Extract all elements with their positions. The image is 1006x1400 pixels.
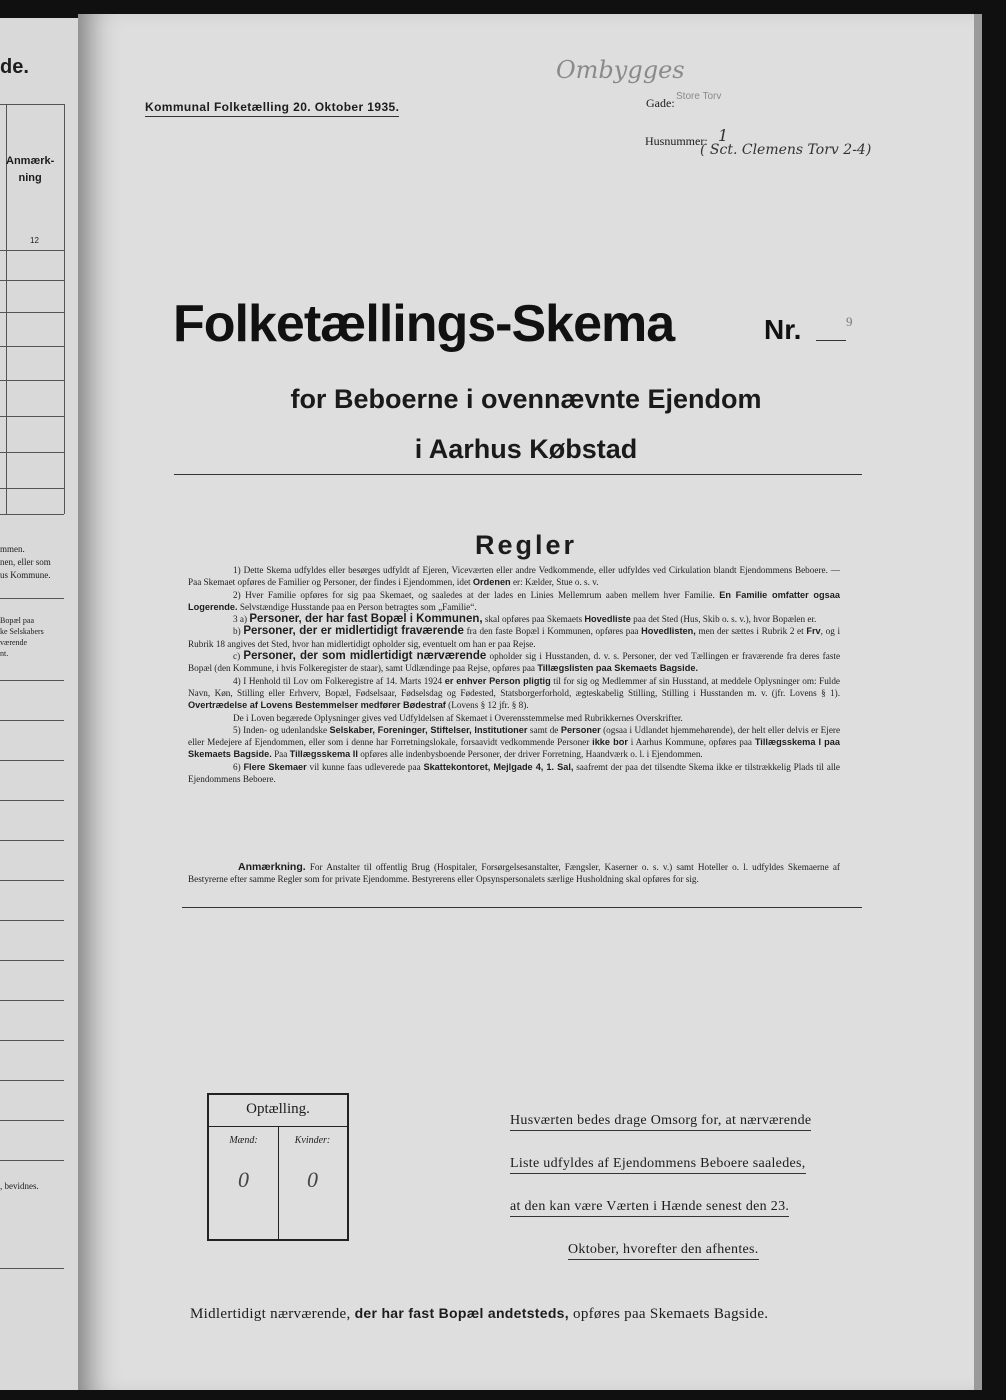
street-value: Store Torv — [676, 91, 722, 102]
left-text: , bevidnes. — [0, 1181, 39, 1191]
left-column-number: 12 — [30, 236, 39, 245]
form-number-label: Nr. — [764, 314, 802, 345]
left-divider — [0, 416, 64, 417]
rule-3b: b) Personer, der er midlertidigt fraværende fra den faste Bopæl i Kommunen, opføres paa Hovedlisten, men der sættes i Rubrik 2 et Frv, og i Rubrik 18 angives det Sted, hvor han midlertidigt opholder sig, eventuelt om han er paa Rejse. — [188, 625, 841, 649]
rule-3a: 3 a) Personer, der har fast Bopæl i Kommunen, skal opføres paa Skemaets Hovedliste paa det Sted (Hus, Skib o. s. v.), hvor Bopælen er. — [233, 613, 817, 626]
left-divider — [0, 1040, 64, 1041]
house-number-value: 1 — [718, 126, 729, 145]
women-count: 0 — [307, 1167, 318, 1192]
note-text: Anmærkning. For Anstalter til offentlig Brug (Hospitaler, Forsørgelsesanstalter, Fængsler, Kaserner o. s. v.) samt Hoteller o. l. udfyldes Skemaerne af Bestyrerne efter samme Regler som for private Ejendomme. Bestyrerens eller Opsynspersonalets særlige Husholdning skal opføres for sig. — [188, 861, 840, 885]
left-divider — [0, 1268, 64, 1269]
rule-6: 6) Flere Skemaer vil kunne faas udleverede paa Skattekontoret, Mejlgade 4, 1. Sal, saafremt der paa det tilsendte Skema ikke er tilstrækkelig Plads til alle Ejendommens Beboere. — [188, 761, 841, 785]
divider — [174, 474, 862, 475]
left-divider — [0, 920, 64, 921]
rule-5: 5) Inden- og udenlandske Selskaber, Foreninger, Stiftelser, Institutioner samt de Personer (ogsaa i Udlandet hjemmehørende), der helt eller delvis er Ejere eller Medejere af Ejendommen, eller som i denne har Forretningslokale, forsaavidt vedkommende Personer ikke bor i Aarhus Kommune, opføres paa Tillægsskema I paa Skemaets Bagside. Paa Tillægsskema II opføres alle indenbysboende Personer, der driver Forretning, Haandværk o. l. i Ejendommen. — [188, 724, 841, 760]
left-column-header: Anmærk- ning — [6, 155, 55, 184]
landlord-notice — [510, 1104, 842, 1276]
rules-text — [188, 564, 840, 785]
left-divider — [0, 840, 64, 841]
left-divider — [0, 1120, 64, 1121]
handwritten-note: Ombygges — [556, 56, 685, 84]
rule-2: 2) Hver Familie opføres for sig paa Skemaet, og saaledes at der lades en Linies Mellemrum aaben mellem hver Familie. En Familie omfatter ogsaa Logerende. Selvstændige Husstande paa en Person betragtes som „Familie“. — [188, 589, 840, 612]
census-form-page — [78, 14, 974, 1390]
left-divider — [0, 800, 64, 801]
left-divider — [0, 312, 64, 313]
right-page-edge — [974, 14, 982, 1390]
men-label: Mænd: — [229, 1135, 258, 1146]
census-title: Kommunal Folketælling 20. Oktober 1935. — [145, 100, 399, 117]
form-number-value: 9 — [846, 314, 853, 329]
left-divider — [0, 720, 64, 721]
note-label: Anmærkning. — [238, 861, 306, 873]
divider — [182, 907, 862, 908]
form-title: Folketællings-Skema — [173, 295, 675, 353]
left-page-edge — [0, 18, 78, 1390]
left-divider — [0, 880, 64, 881]
left-divider — [0, 104, 64, 105]
left-text: Bopæl paa ke Selskabers værende nt. — [0, 616, 44, 658]
men-count: 0 — [238, 1167, 249, 1192]
left-divider — [0, 960, 64, 961]
left-divider — [0, 488, 64, 489]
left-divider — [0, 250, 64, 251]
rule-1: 1) Dette Skema udfyldes eller besørges udfyldt af Ejeren, Viceværten eller andre Vedkommende, eller udfyldes ved Cirkulation blandt Ejendommens Beboere. — Paa Skemaet opføres de Familier og Personer, der findes i Ejendommen, idet Ordenen er: Kælder, Stue o. s. v. — [188, 565, 840, 588]
notice-line: Husværten bedes drage Omsorg for, at nærværende — [510, 1112, 811, 1131]
left-divider — [0, 598, 64, 599]
left-divider — [0, 346, 64, 347]
left-divider — [0, 680, 64, 681]
women-label: Kvinder: — [294, 1135, 331, 1146]
form-subtitle: for Beboerne i ovennævnte Ejendom — [290, 384, 762, 414]
notice-line: Oktober, hvorefter den afhentes. — [568, 1241, 759, 1260]
left-divider — [0, 514, 64, 515]
form-location: i Aarhus Købstad — [414, 434, 638, 464]
count-title: Optælling. — [246, 1101, 310, 1117]
left-divider — [0, 452, 64, 453]
footer-instruction: Midlertidigt nærværende, der har fast Bopæl andetsteds, opføres paa Skemaets Bagside. — [190, 1305, 769, 1322]
form-number-line — [816, 340, 846, 341]
left-page-heading: de. — [0, 56, 29, 78]
left-divider — [0, 280, 64, 281]
left-divider — [0, 1160, 64, 1161]
count-box — [207, 1093, 349, 1241]
street-label: Gade: — [646, 96, 675, 110]
left-divider — [0, 760, 64, 761]
left-text: mmen. nen, eller som us Kommune. — [0, 544, 51, 580]
rule-4: 4) I Henhold til Lov om Folkeregistre af 14. Marts 1924 er enhver Person pligtig til for sig og Medlemmer af sin Husstand, at meddele Oplysninger om: Fulde Navn, Køn, Stilling eller Erhverv, Bopæl, Fødselsaar, Fødselsdag og Fødested, Statsborgerforhold, ægteskabelig Stilling, Stilling i Husstanden m. v. (jfr. Lovens § 1). Overtrædelse af Lovens Bestemmelser medfører Bødestraf (Lovens § 12 jfr. § 8). — [188, 675, 841, 711]
left-divider — [0, 1000, 64, 1001]
notice-line: Liste udfyldes af Ejendommens Beboere saaledes, — [510, 1155, 806, 1174]
notice-line: at den kan være Værten i Hænde senest den 23. — [510, 1198, 789, 1217]
left-divider — [0, 1080, 64, 1081]
left-divider — [64, 104, 65, 514]
house-number-handwritten: ( Sct. Clemens Torv 2-4) — [700, 142, 872, 158]
rules-heading: Regler — [474, 530, 578, 560]
rule-3c: c) Personer, der som midlertidigt nærværende opholder sig i Husstanden, d. v. s. Personer, der ved Tællingen er fraværende fra deres faste Bopæl (den Kommune, i hvis Folkeregister de staar), samt Udlændinge paa Rejse, opføres paa Tillægslisten paa Skemaets Bagside. — [188, 650, 841, 674]
house-number-label: Husnummer: — [645, 134, 708, 148]
rule-4b: De i Loven begærede Oplysninger gives ved Udfyldelsen af Skemaet i Overensstemmelse med Rubrikkernes Overskrifter. — [233, 712, 683, 723]
left-divider — [0, 380, 64, 381]
